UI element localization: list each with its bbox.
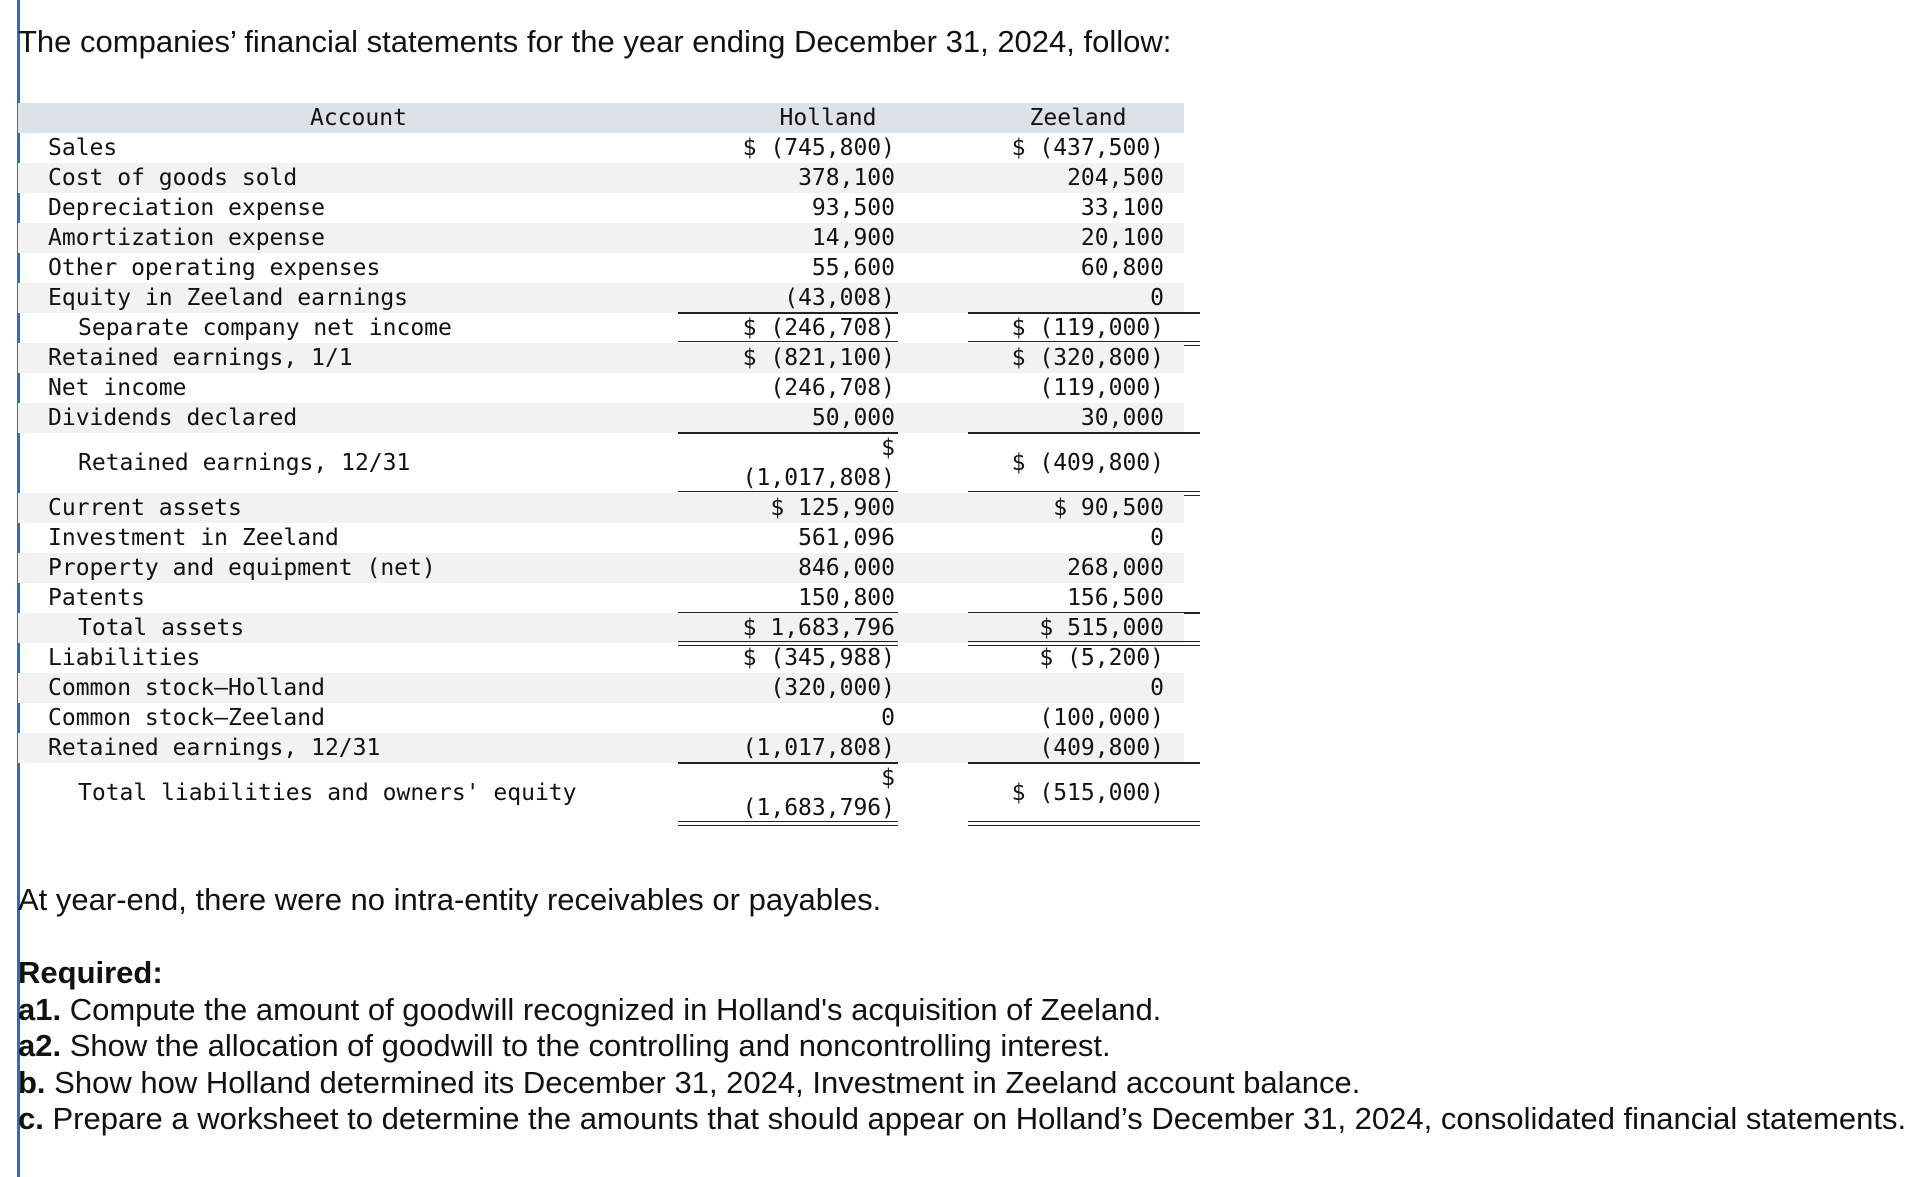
row-label: Cost of goods sold [48,165,298,191]
table-row [18,253,1184,283]
row-label: Retained earnings, 12/31 [48,735,381,761]
table-row [18,643,1184,673]
zeeland-value: 156,500 [1067,585,1164,611]
required-item-text: Compute the amount of goodwill recognized in Holland's acquisition of Zeeland. [61,991,1162,1027]
required-item [18,992,1908,1029]
holland-value: (320,000) [770,675,895,701]
required-item-text: Show how Holland determined its December 31, 2024, Investment in Zeeland account balance. [45,1064,1361,1100]
holland-value: 50,000 [811,405,895,431]
holland-value: $ (821,100) [742,345,895,371]
holland-value: $ 1,683,796 [742,615,895,641]
table-row [18,193,1184,223]
holland-value: (43,008) [784,285,895,311]
table-row [18,613,1184,643]
row-label: Equity in Zeeland earnings [48,285,409,311]
holland-value: (246,708) [770,375,895,401]
table-row [18,553,1184,583]
total-double-rule [968,821,1200,826]
zeeland-value: $ (119,000) [1011,315,1164,341]
zeeland-value: $ (320,800) [1011,345,1164,371]
required-item-text: Show the allocation of goodwill to the controlling and noncontrolling interest. [61,1028,1111,1063]
required-item-label: a1. [18,991,62,1027]
row-label: Retained earnings, 1/1 [48,345,353,371]
holland-value: (1,017,808) [742,465,895,491]
holland-value: $ (246,708) [742,315,895,341]
row-label: Sales [48,135,118,161]
zeeland-value: 268,000 [1067,555,1164,581]
financial-statements-table [18,103,1184,823]
row-label: Net income [48,375,187,401]
zeeland-value: (119,000) [1039,375,1164,401]
holland-value: $ (745,800) [742,135,895,161]
holland-value-currency: $ [881,765,895,791]
table-row [18,733,1184,763]
total-double-rule [678,821,898,826]
row-label: Amortization expense [48,225,325,251]
table-row [18,343,1184,373]
row-label: Investment in Zeeland [48,525,339,551]
holland-value: 93,500 [811,195,895,221]
table-row [18,283,1184,313]
required-item-label: b. [18,1064,46,1100]
required-item-text: Prepare a worksheet to determine the amounts that should appear on Holland’s December 31, 2024, consolidated financial statements. [43,1101,1907,1136]
row-label: Total assets [78,615,245,641]
table-row [18,313,1184,343]
zeeland-value: 60,800 [1080,255,1164,281]
table-row [18,493,1184,523]
zeeland-value: 0 [1150,285,1164,311]
holland-value: $ 125,900 [770,495,895,521]
table-row [18,763,1184,823]
table-row [18,163,1184,193]
row-label: Liabilities [48,645,201,671]
zeeland-value: 33,100 [1080,195,1164,221]
intro-text: The companies’ financial statements for the year ending December 31, 2024, follow: [18,24,1172,59]
row-label: Depreciation expense [48,195,325,221]
year-end-note: At year-end, there were no intra-entity receivables or payables. [18,882,882,917]
table-row [18,703,1184,733]
holland-value-currency: $ [881,435,895,461]
holland-value: (1,017,808) [742,735,895,761]
row-label: Patents [48,585,145,611]
holland-value: 561,096 [798,525,895,551]
zeeland-value: (100,000) [1039,705,1164,731]
row-label: Total liabilities and owners' equity [78,780,577,806]
required-heading: Required: [18,955,163,990]
required-item [18,1028,1908,1065]
required-section [18,955,1908,1138]
zeeland-value: 20,100 [1080,225,1164,251]
table-row [18,373,1184,403]
required-item-label: a2. [18,1028,62,1063]
zeeland-value: 0 [1150,525,1164,551]
row-label: Other operating expenses [48,255,381,281]
header-account: Account [310,105,407,131]
table-row [18,403,1184,433]
holland-value: 150,800 [798,585,895,611]
zeeland-value: (409,800) [1039,735,1164,761]
zeeland-value: $ 90,500 [1053,495,1164,521]
zeeland-value: $ (5,200) [1039,645,1164,671]
required-item [18,1101,1908,1138]
row-label: Property and equipment (net) [48,555,436,581]
row-label: Common stock–Zeeland [48,705,325,731]
required-item [18,1065,1908,1102]
holland-value: $ (345,988) [742,645,895,671]
zeeland-value: 0 [1150,675,1164,701]
holland-value: 378,100 [798,165,895,191]
header-zeeland: Zeeland [1029,105,1127,131]
zeeland-value: $ (437,500) [1011,135,1164,161]
holland-value: 14,900 [811,225,895,251]
holland-value: 846,000 [798,555,895,581]
zeeland-value: 204,500 [1067,165,1164,191]
table-row [18,223,1184,253]
holland-value: (1,683,796) [742,795,895,821]
zeeland-value: $ 515,000 [1039,615,1164,641]
table-row [18,673,1184,703]
table-row [18,583,1184,613]
header-holland: Holland [779,105,877,131]
row-label: Current assets [48,495,242,521]
holland-value: 0 [881,705,895,731]
zeeland-value: $ (515,000) [1011,780,1164,806]
table-header-row [18,103,1184,133]
row-label: Dividends declared [48,405,298,431]
zeeland-value: 30,000 [1080,405,1164,431]
row-label: Common stock–Holland [48,675,325,701]
table-row [18,523,1184,553]
row-label: Separate company net income [78,315,452,341]
zeeland-value: $ (409,800) [1011,450,1164,476]
row-label: Retained earnings, 12/31 [78,450,411,476]
required-item-label: c. [18,1101,44,1136]
table-row [18,133,1184,163]
table-row [18,433,1184,493]
holland-value: 55,600 [811,255,895,281]
